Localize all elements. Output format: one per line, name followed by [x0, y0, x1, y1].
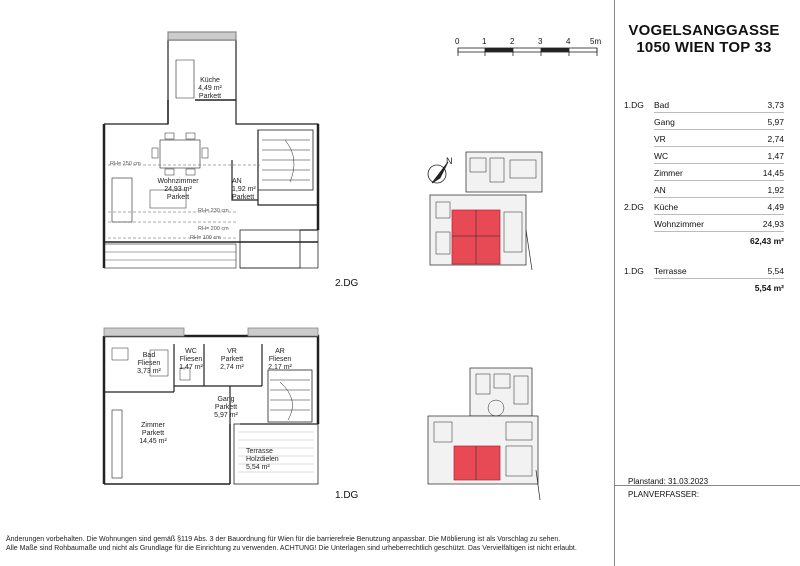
table-row: Wohnzimmer 24,93	[624, 219, 784, 233]
key-plan-lower	[428, 368, 540, 500]
scale-tick-1: 1	[482, 37, 487, 46]
total-outdoor: 5,54 m²	[754, 283, 784, 293]
label-rh-200: RH= 200 cm	[198, 226, 229, 232]
label-bad: Bad Fliesen 3,73 m²	[137, 352, 161, 375]
label-rh-230: RH= 230 cm	[198, 208, 229, 214]
total-interior: 62,43 m²	[749, 236, 784, 246]
footer-note-1: Änderungen vorbehalten. Die Wohnungen sind gemäß §119 Abs. 3 der Bauordnung für Wien für die barrierefreie Benutzung anpassbar. Die Möblierung ist als Vorschlag zu sehen.	[6, 536, 561, 543]
label-gang: Gang Parkett 5,97 m²	[214, 396, 238, 419]
table-row: 1.DG Terrasse 5,54	[624, 266, 784, 280]
footer-note-2: Alle Maße sind Rohbaumaße und nicht als Grundlage für die Einrichtung zu verwenden. ACHTUNG! Die Unterlagen sind urheberrechtlich geschützt. Das Vervielfältigen ist nicht erlaubt.	[6, 545, 577, 552]
scale-tick-2: 2	[510, 37, 515, 46]
table-row: Zimmer 14,45	[624, 168, 784, 182]
label-zimmer: Zimmer Parkett 14,45 m²	[139, 422, 167, 445]
label-terrasse: Terrasse Holzdielen 5,54 m²	[246, 448, 279, 471]
title-address: 1050 WIEN TOP 33	[636, 39, 772, 56]
label-rh-250: RH= 250 cm	[110, 161, 141, 167]
floor-label-2dg: 2.DG	[335, 278, 359, 289]
planverfasser: PLANVERFASSER:	[628, 490, 700, 499]
svg-text:N: N	[446, 156, 453, 166]
label-wc: WC Fliesen 1,47 m²	[179, 348, 203, 371]
scale-tick-4: 4	[566, 37, 571, 46]
north-arrow-icon	[428, 156, 453, 183]
table-row: 2.DG Küche 4,49	[624, 202, 784, 216]
label-an: AN 1,92 m² Parkett	[232, 178, 256, 201]
scale-tick-3: 3	[538, 37, 543, 46]
table-row: Gang 5,97	[624, 117, 784, 131]
table-row: AN 1,92	[624, 185, 784, 199]
table-row: WC 1,47	[624, 151, 784, 165]
label-wohnzimmer: Wohnzimmer 24,93 m² Parkett	[157, 178, 199, 201]
label-vr: VR Parkett 2,74 m²	[220, 348, 244, 371]
label-rh-100: RH= 100 cm	[190, 235, 221, 241]
scale-tick-5: 5m	[590, 37, 602, 46]
planstand: Planstand: 31.03.2023	[628, 477, 709, 486]
table-row: 1.DG Bad 3,73	[624, 100, 784, 114]
label-ar: AR Fliesen 2,17 m²	[268, 348, 292, 371]
floor-label-1dg: 1.DG	[335, 490, 359, 501]
key-plan-upper	[430, 152, 542, 270]
scale-tick-0: 0	[455, 37, 460, 46]
title-street: VOGELSANGGASSE	[628, 22, 780, 39]
label-kueche: Küche 4,49 m² Parkett	[198, 77, 222, 100]
table-row: VR 2,74	[624, 134, 784, 148]
